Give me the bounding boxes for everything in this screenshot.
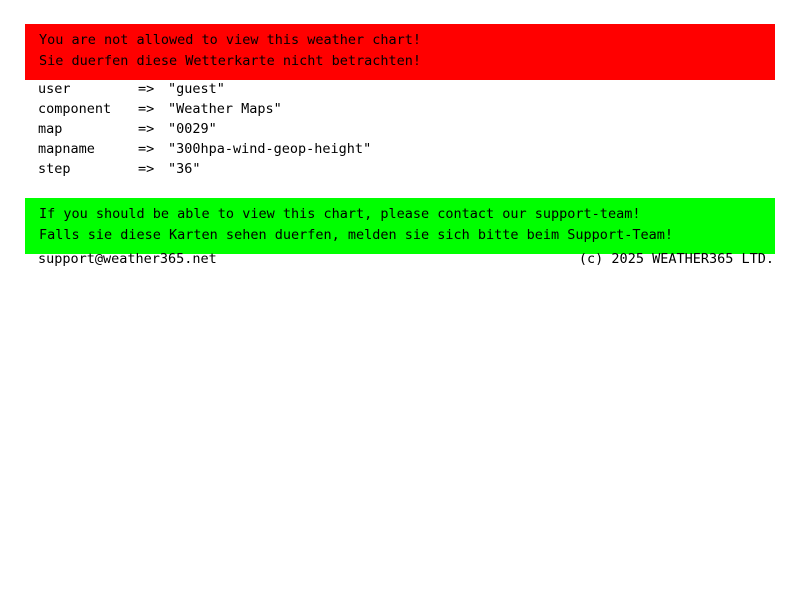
parameter-key: component [38,101,112,117]
parameter-key: map [38,121,63,137]
parameter-arrow: => [138,101,155,117]
parameter-value: "0029" [168,121,217,137]
parameter-row [38,139,371,159]
parameter-value: "36" [168,161,201,177]
parameter-row [38,79,371,99]
parameter-arrow: => [138,141,155,157]
support-banner [25,198,775,254]
parameter-value: "guest" [168,81,225,97]
parameter-arrow: => [138,161,155,177]
parameter-row [38,99,371,119]
error-message-de: Sie duerfen diese Wetterkarte nicht betrachten! [39,53,422,69]
parameter-key: mapname [38,141,95,157]
parameter-arrow: => [138,121,155,137]
support-message-en: If you should be able to view this chart, please contact our support-team! [39,206,641,222]
support-email-link[interactable]: support@weather365.net [38,251,217,267]
support-message-de: Falls sie diese Karten sehen duerfen, melden sie sich bitte beim Support-Team! [39,227,673,243]
parameter-row [38,119,371,139]
parameter-value: "Weather Maps" [168,101,282,117]
parameter-value: "300hpa-wind-geop-height" [168,141,372,157]
error-message-en: You are not allowed to view this weather chart! [39,32,422,48]
error-banner [25,24,775,80]
parameter-list [38,79,371,179]
copyright-notice: (c) 2025 WEATHER365 LTD. [578,251,774,267]
footer [38,250,774,268]
parameter-key: step [38,161,71,177]
parameter-row [38,159,371,179]
parameter-key: user [38,81,71,97]
parameter-arrow: => [138,81,155,97]
